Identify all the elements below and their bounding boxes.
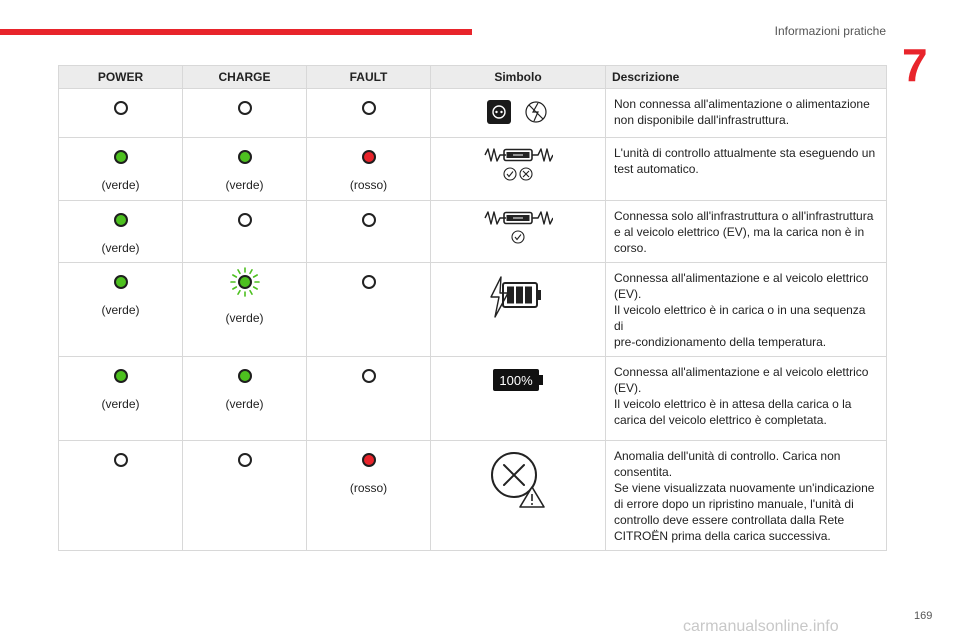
description-line: (EV). — [614, 381, 642, 395]
connected-infrastructure-icon — [483, 209, 553, 249]
battery-percent-text: 100% — [499, 373, 533, 388]
led-fault-off — [362, 369, 376, 383]
table-row — [59, 201, 887, 263]
description-line: CITROËN prima della carica successiva. — [614, 529, 831, 543]
description-line: Connessa all'alimentazione e al veicolo elettrico — [614, 271, 869, 285]
table-row — [59, 357, 887, 441]
column-header-fault: FAULT — [307, 66, 431, 89]
table-row — [59, 441, 887, 551]
description-line: Se viene visualizzata nuovamente un'indicazione — [614, 481, 875, 495]
description-line: consentita. — [614, 465, 673, 479]
description-cell — [606, 201, 887, 263]
led-cell-charge — [183, 89, 307, 138]
led-fault-off — [362, 101, 376, 115]
symbol-cell — [431, 263, 606, 357]
table-row — [59, 89, 887, 138]
description-line: Connessa solo all'infrastruttura o all'infrastruttura — [614, 209, 874, 223]
description-line: L'unità di controllo attualmente sta eseguendo un — [614, 146, 876, 160]
description-cell — [606, 89, 887, 138]
led-power-off — [114, 453, 128, 467]
description-line: di errore dopo un ripristino manuale, l'unità di — [614, 497, 854, 511]
charging-battery-icon — [488, 271, 548, 321]
description-line: controllo deve essere controllata dalla Rete — [614, 513, 845, 527]
led-cell-fault — [307, 89, 431, 138]
led-cell-power — [59, 263, 183, 357]
led-power-green — [114, 150, 128, 164]
battery-full-icon — [490, 365, 546, 395]
column-header-power: POWER — [59, 66, 183, 89]
led-fault-red — [362, 453, 376, 467]
column-header-symbol: Simbolo — [431, 66, 606, 89]
description-cell — [606, 357, 887, 441]
led-label: (rosso) — [349, 481, 388, 495]
led-cell-charge — [183, 263, 307, 357]
led-label: (verde) — [101, 241, 140, 255]
description-cell — [606, 263, 887, 357]
description-line: corso. — [614, 241, 647, 255]
column-header-description: Descrizione — [606, 66, 887, 89]
led-label: (rosso) — [349, 178, 388, 192]
watermark: carmanualsonline.info — [683, 618, 839, 635]
led-fault-red — [362, 150, 376, 164]
description-cell — [606, 441, 887, 551]
led-label: (verde) — [225, 178, 264, 192]
led-cell-fault — [307, 441, 431, 551]
symbol-cell — [431, 357, 606, 441]
led-power-green — [114, 369, 128, 383]
led-fault-off — [362, 213, 376, 227]
led-fault-off — [362, 275, 376, 289]
led-cell-power — [59, 201, 183, 263]
description-line: Il veicolo elettrico è in attesa della carica o la — [614, 397, 852, 411]
blinking-led — [230, 267, 260, 297]
plug-and-no-power-icon — [483, 97, 553, 127]
led-label: (verde) — [101, 397, 140, 411]
led-label: (verde) — [225, 311, 264, 325]
symbol-cell — [431, 138, 606, 201]
led-charge-off — [238, 453, 252, 467]
description-line: Il veicolo elettrico è in carica o in una sequenza di — [614, 303, 866, 333]
led-cell-charge — [183, 138, 307, 201]
led-cell-power — [59, 138, 183, 201]
led-charge-green — [238, 275, 252, 289]
led-charge-off — [238, 213, 252, 227]
led-charge-green — [238, 369, 252, 383]
description-line: (EV). — [614, 287, 642, 301]
top-accent-bar — [0, 29, 472, 35]
table-row — [59, 138, 887, 201]
led-cell-fault — [307, 138, 431, 201]
indicator-table — [58, 65, 887, 551]
fault-warning-icon — [488, 449, 548, 515]
symbol-cell — [431, 441, 606, 551]
led-power-off — [114, 101, 128, 115]
description-line: non disponibile dall'infrastruttura. — [614, 113, 790, 127]
description-line: carica del veicolo elettrico è completata. — [614, 413, 827, 427]
led-power-green — [114, 213, 128, 227]
description-line: e al veicolo elettrico (EV), ma la carica non è in — [614, 225, 865, 239]
led-cell-charge — [183, 441, 307, 551]
led-charge-green — [238, 150, 252, 164]
symbol-cell — [431, 89, 606, 138]
led-cell-fault — [307, 263, 431, 357]
description-line: Anomalia dell'unità di controllo. Carica non — [614, 449, 841, 463]
led-cell-power — [59, 441, 183, 551]
table-row — [59, 263, 887, 357]
symbol-cell — [431, 201, 606, 263]
description-line: test automatico. — [614, 162, 699, 176]
description-line: pre-condizionamento della temperatura. — [614, 335, 827, 349]
section-title: Informazioni pratiche — [774, 24, 886, 38]
self-test-icon — [483, 146, 553, 186]
led-power-green — [114, 275, 128, 289]
led-label: (verde) — [101, 178, 140, 192]
description-line: Non connessa all'alimentazione o alimentazione — [614, 97, 870, 111]
led-label: (verde) — [101, 303, 140, 317]
column-header-charge: CHARGE — [183, 66, 307, 89]
page-number: 169 — [914, 610, 933, 622]
description-cell — [606, 138, 887, 201]
led-cell-power — [59, 89, 183, 138]
chapter-number: 7 — [902, 39, 928, 91]
led-label: (verde) — [225, 397, 264, 411]
led-cell-charge — [183, 201, 307, 263]
led-cell-charge — [183, 357, 307, 441]
led-charge-off — [238, 101, 252, 115]
table-header-row — [59, 66, 887, 89]
led-cell-fault — [307, 201, 431, 263]
led-cell-power — [59, 357, 183, 441]
description-line: Connessa all'alimentazione e al veicolo elettrico — [614, 365, 869, 379]
led-cell-fault — [307, 357, 431, 441]
